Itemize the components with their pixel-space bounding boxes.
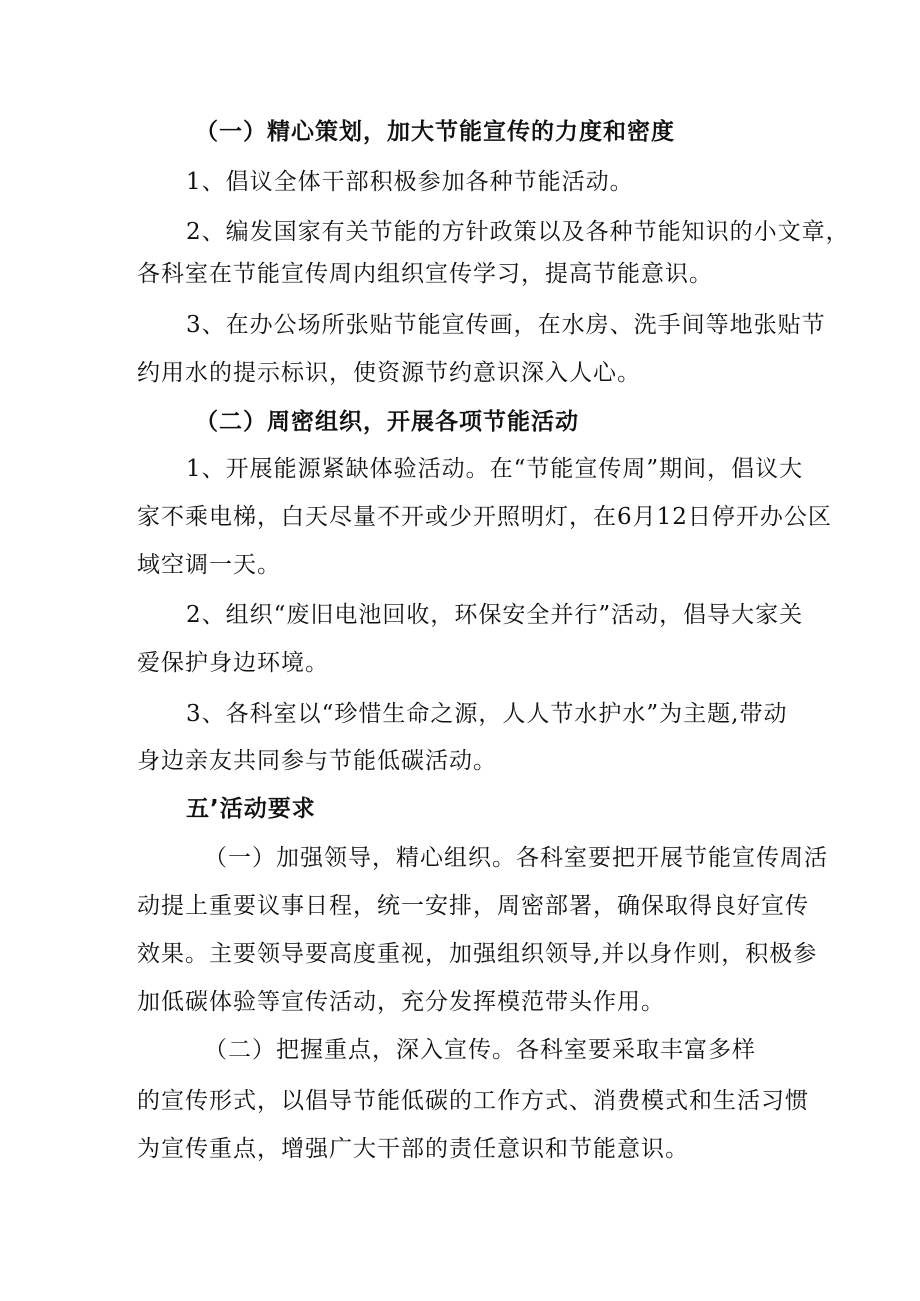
requirement-2-line-2: 的宣传形式，以倡导节能低碳的工作方式、消费模式和生活习惯: [137, 1088, 809, 1114]
section-2-item-1-line-2: 家不乘电梯，白天尽量不开或少开照明灯，在6月12日停开办公区: [137, 504, 832, 530]
requirement-1-line-4: 加低碳体验等宣传活动，充分发挥模范带头作用。: [137, 989, 665, 1015]
section-1-item-1: 1、倡议全体干部积极参加各种节能活动。: [186, 169, 634, 195]
section-2-item-1-line-3: 域空调一天。: [137, 552, 281, 578]
section-1-heading: （一）精心策划，加大节能宣传的力度和密度: [195, 119, 675, 145]
section-1-item-3-line-2: 约用水的提示标识，使资源节约意识深入人心。: [137, 360, 641, 386]
requirement-1-line-3: 效果。主要领导要高度重视，加强组织领导,并以身作则，积极参: [137, 941, 818, 967]
section-2-item-3-line-2: 身边亲友共同参与节能低碳活动。: [137, 748, 497, 774]
requirement-1-line-2: 动提上重要议事日程，统一安排，周密部署，确保取得良好宣传: [137, 893, 809, 919]
requirement-2-line-1: （二）把握重点，深入宣传。各科室要采取丰富多样: [204, 1037, 756, 1063]
section-2-heading: （二）周密组织，开展各项节能活动: [195, 409, 579, 435]
section-2-item-1-line-1: 1、开展能源紧缺体验活动。在“节能宣传周”期间，倡议大: [186, 456, 804, 482]
section-2-item-2-line-1: 2、组织“废旧电池回收，环保安全并行”活动，倡导大家关: [186, 602, 804, 628]
section-2-item-3-line-1: 3、各科室以“珍惜生命之源，人人节水护水”为主题,带动: [186, 701, 788, 727]
requirement-1-line-1: （一）加强领导，精心组织。各科室要把开展节能宣传周活: [204, 845, 828, 871]
section-5-heading: 五’活动要求: [186, 796, 316, 822]
section-1-item-3-line-1: 3、在办公场所张贴节能宣传画，在水房、洗手间等地张贴节: [186, 312, 826, 338]
section-1-item-2-line-2: 各科室在节能宣传周内组织宣传学习，提高节能意识。: [137, 261, 713, 287]
section-2-item-2-line-2: 爱保护身边环境。: [137, 650, 329, 676]
requirement-2-line-3: 为宣传重点，增强广大干部的责任意识和节能意识。: [137, 1136, 689, 1162]
section-1-item-2-line-1: 2、编发国家有关节能的方针政策以及各种节能知识的小文章，: [186, 219, 850, 245]
